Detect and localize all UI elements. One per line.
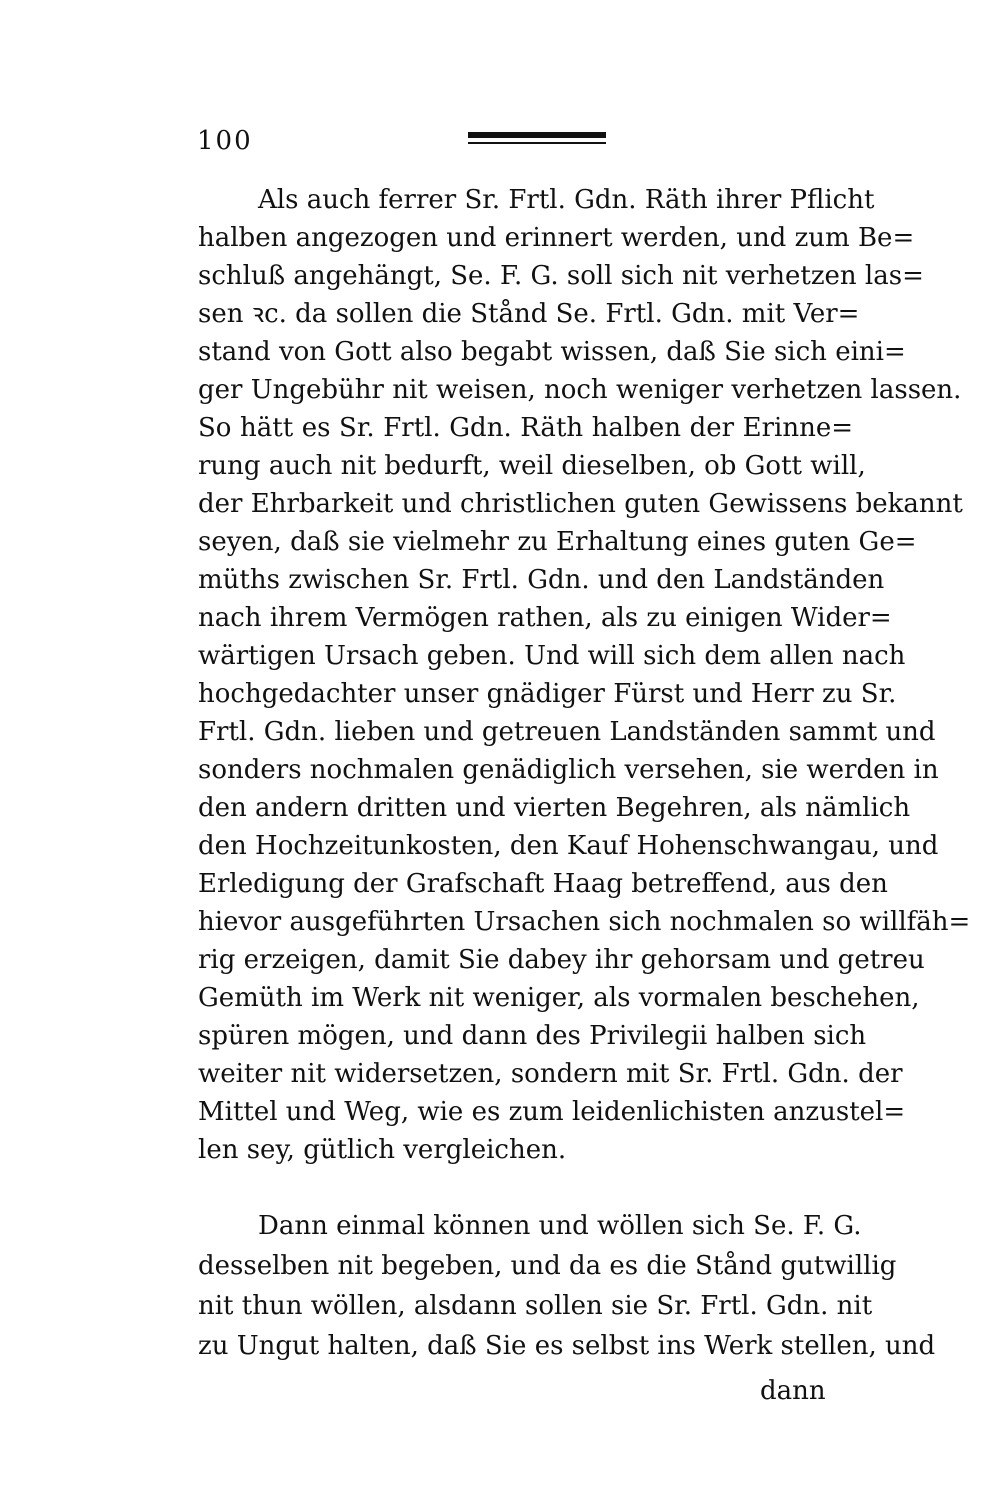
text-line: sen ꝛc. da sollen die Stånd Se. Frtl. Gdn. mit Ver= (198, 299, 860, 329)
text-line: zu Ungut halten, daß Sie es selbst ins Werk stellen, und (198, 1331, 936, 1361)
text-line: Erledigung der Grafschaft Haag betreffend, aus den (198, 869, 888, 899)
header-rule-thin (468, 142, 606, 144)
text-line: rig erzeigen, damit Sie dabey ihr gehorsam und getreu (198, 945, 925, 975)
catchword: dann (760, 1376, 826, 1406)
text-line: den andern dritten und vierten Begehren, als nämlich (198, 793, 911, 823)
text-line: hochgedachter unser gnädiger Fürst und Herr zu Sr. (198, 679, 897, 709)
text-line: Mittel und Weg, wie es zum leidenlichisten anzustel= (198, 1097, 906, 1127)
text-line: nit thun wöllen, alsdann sollen sie Sr. Frtl. Gdn. nit (198, 1291, 873, 1321)
page-number: 100 (197, 126, 253, 156)
text-line: halben angezogen und erinnert werden, und zum Be= (198, 223, 915, 253)
text-line: nach ihrem Vermögen rathen, als zu einigen Wider= (198, 603, 892, 633)
text-line: hievor ausgeführten Ursachen sich nochmalen so willfäh= (198, 907, 971, 937)
text-line: sonders nochmalen genädiglich versehen, sie werden in (198, 755, 939, 785)
text-line: seyen, daß sie vielmehr zu Erhaltung eines guten Ge= (198, 527, 917, 557)
text-line: der Ehrbarkeit und christlichen guten Gewissens bekannt (198, 489, 963, 519)
text-line: stand von Gott also begabt wissen, daß Sie sich eini= (198, 337, 906, 367)
text-line: Als auch ferrer Sr. Frtl. Gdn. Räth ihrer Pflicht (258, 185, 875, 215)
text-line: desselben nit begeben, und da es die Stånd gutwillig (198, 1251, 897, 1281)
text-line: Gemüth im Werk nit weniger, als vormalen beschehen, (198, 983, 920, 1013)
text-line: spüren mögen, und dann des Privilegii halben sich (198, 1021, 867, 1051)
text-line: rung auch nit bedurft, weil dieselben, ob Gott will, (198, 451, 866, 481)
text-line: schluß angehängt, Se. F. G. soll sich nit verhetzen las= (198, 261, 924, 291)
text-line: len sey, gütlich vergleichen. (198, 1135, 567, 1165)
text-line: wärtigen Ursach geben. Und will sich dem allen nach (198, 641, 906, 671)
text-line: den Hochzeitunkosten, den Kauf Hohenschwangau, und (198, 831, 939, 861)
text-line: müths zwischen Sr. Frtl. Gdn. und den Landständen (198, 565, 885, 595)
text-line: Frtl. Gdn. lieben und getreuen Landständen sammt und (198, 717, 936, 747)
text-line: Dann einmal können und wöllen sich Se. F. G. (258, 1211, 862, 1241)
text-line: So hätt es Sr. Frtl. Gdn. Räth halben der Erinne= (198, 413, 853, 443)
header-rule (468, 132, 606, 138)
text-line: ger Ungebühr nit weisen, noch weniger verhetzen lassen. (198, 375, 962, 405)
text-line: weiter nit widersetzen, sondern mit Sr. Frtl. Gdn. der (198, 1059, 903, 1089)
